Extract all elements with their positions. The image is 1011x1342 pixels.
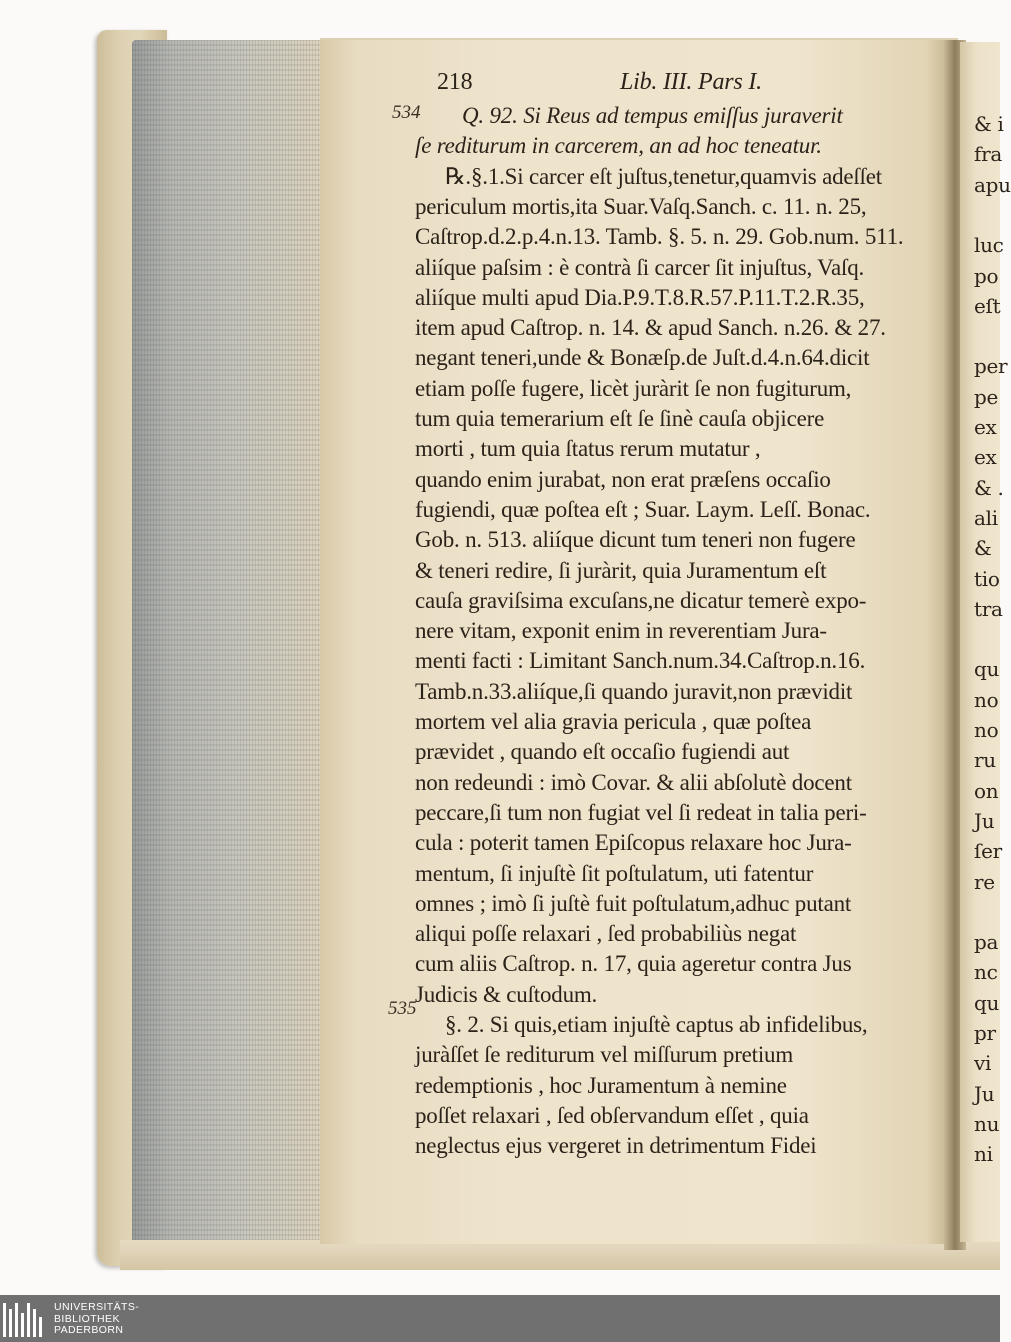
next-page-line: ex [974,415,997,439]
library-footer [0,1295,1000,1342]
text-line: aliíque paſsim : è contrà ſi carcer ſit injuſtus, Vaſq. [415,254,865,280]
text-line: poſſet relaxari , ſed obſervandum eſſet , quia [415,1102,809,1128]
text-line: non redeundi : imò Covar. & alii abſolutè docent [415,769,852,795]
next-page-line: qu [974,990,1000,1015]
next-page-line: Ju [974,808,995,833]
text-line: & teneri redire, ſi juràrit, quia Juramentum eſt [415,557,827,583]
next-page-line: ali [974,505,998,530]
next-page-fragment [960,42,1011,1242]
text-line: Gob. n. 513. aliíque dicunt tum teneri non fugere [415,527,856,553]
text-line: §. 2. Si quis,etiam injuſtè captus ab infidelibus, [445,1012,868,1037]
text-line: ſe rediturum in carcerem, an ad hoc teneatur. [415,133,822,159]
library-name-line2: BIBLIOTHEK [54,1312,120,1325]
text-line: redemptionis , hoc Juramentum à nemine [415,1072,787,1098]
text-line: etiam poſſe fugere, licèt juràrit ſe non fugiturum, [415,375,852,401]
text-line: Caſtrop.d.2.p.4.n.13. Tamb. §. 5. n. 29. Gob.num. 511. [415,224,904,250]
library-name-line1: UNIVERSITÄTS- [54,1301,140,1313]
next-page-line: nu [974,1111,1000,1136]
next-page-line: ex [974,445,997,470]
page-edges [132,40,332,1256]
text-line: omnes ; imò ſi juſtè fuit poſtulatum,adhuc putant [415,890,852,916]
next-page-line: pr [974,1021,996,1045]
next-page-line: apu [974,172,1011,197]
page-number: 218 [437,69,473,95]
next-page-line: & . [974,475,1004,500]
text-line: nere vitam, exponit enim in reverentiam Jura- [415,618,827,644]
text-line: juràſſet ſe rediturum vel miſſurum pretium [415,1042,794,1068]
library-logo-icon [3,1303,47,1337]
next-page-line: pa [974,930,999,955]
text-line: aliíque multi apud Dia.P.9.T.8.R.57.P.11.T.2.R.35, [415,284,865,310]
text-line: quando enim jurabat, non erat præſens occaſio [415,466,831,492]
text-line: negant teneri,unde & Bonæſp.de Juſt.d.4.n.64.dicit [415,345,870,371]
next-page-line: po [974,263,999,288]
text-line: Judicis & cuſtodum. [415,981,598,1007]
text-line: mortem vel alia gravia pericula , quæ poſtea [415,709,812,734]
next-page-line: eſt [974,293,1001,318]
next-page-line: ni [974,1142,993,1167]
next-page-line: tra [974,596,1003,621]
text-line: cum aliis Caſtrop. n. 17, quia ageretur contra Jus [415,951,852,977]
library-name [54,1302,139,1337]
text-line: Q. 92. Si Reus ad tempus emiſſus juraverit [462,103,843,128]
next-page-line: Ju [974,1081,995,1106]
text-line: menti facti : Limitant Sanch.num.34.Caſtrop.n.16. [415,648,866,674]
next-page-line: on [974,778,999,803]
text-line: tum quia temerarium eſt ſe ſinè cauſa objicere [415,406,825,431]
text-line: morti , tum quia ſtatus rerum mutatur , [415,436,761,462]
bottom-binding [120,1240,1000,1270]
next-page-line: no [974,687,999,712]
text-line: aliqui poſſe relaxari , ſed probabiliùs negat [415,921,797,947]
text-line: prævidet , quando eſt occaſio fugiendi aut [415,739,790,765]
text-line: cauſa graviſsima excuſans,ne dicatur temerè expo- [415,587,867,613]
text-line: neglectus ejus vergeret in detrimentum Fidei [415,1133,817,1159]
next-page-line: tio [974,566,1000,591]
next-page-line: no [974,718,999,742]
text-line: item apud Caſtrop. n. 14. & apud Sanch. n.26. & 27. [415,315,886,341]
text-line: Tamb.n.33.aliíque,ſi quando juravit,non prævidit [415,678,853,704]
text-line: periculum mortis,ita Suar.Vaſq.Sanch. c. 11. n. 25, [415,193,867,219]
book-page [320,38,958,1244]
margin-number-534: 534 [392,102,421,123]
text-line: fugiendi, quæ poſtea eſt ; Suar. Laym. Leſſ. Bonac. [415,496,871,522]
next-page-line: luc [974,233,1004,258]
next-page-line: qu [974,657,1000,682]
next-page-line: nc [974,960,998,985]
next-page-line: ru [974,748,996,773]
next-page-line: vi [974,1051,992,1076]
text-line: ℞.§.1.Si carcer eſt juſtus,tenetur,quamvis adeſſet [445,163,882,189]
next-page-line: per [974,354,1008,379]
running-title: Lib. III. Pars I. [620,69,762,95]
text-line: peccare,ſi tum non fugiat vel ſi redeat in talia peri- [415,799,867,825]
next-page-line: re [974,869,995,894]
next-page-line: pe [974,384,999,409]
margin-number-535: 535 [388,998,417,1019]
library-name-line3: PADERBORN [54,1324,124,1336]
next-page-line: & i [974,112,1004,136]
next-page-line: & [974,536,992,561]
next-page-line: fra [974,142,1002,167]
text-line: cula : poterit tamen Epiſcopus relaxare hoc Jura- [415,830,852,856]
next-page-line: ſer [974,839,1002,864]
text-line: mentum, ſi injuſtè ſit poſtulatum, uti fatentur [415,860,814,886]
